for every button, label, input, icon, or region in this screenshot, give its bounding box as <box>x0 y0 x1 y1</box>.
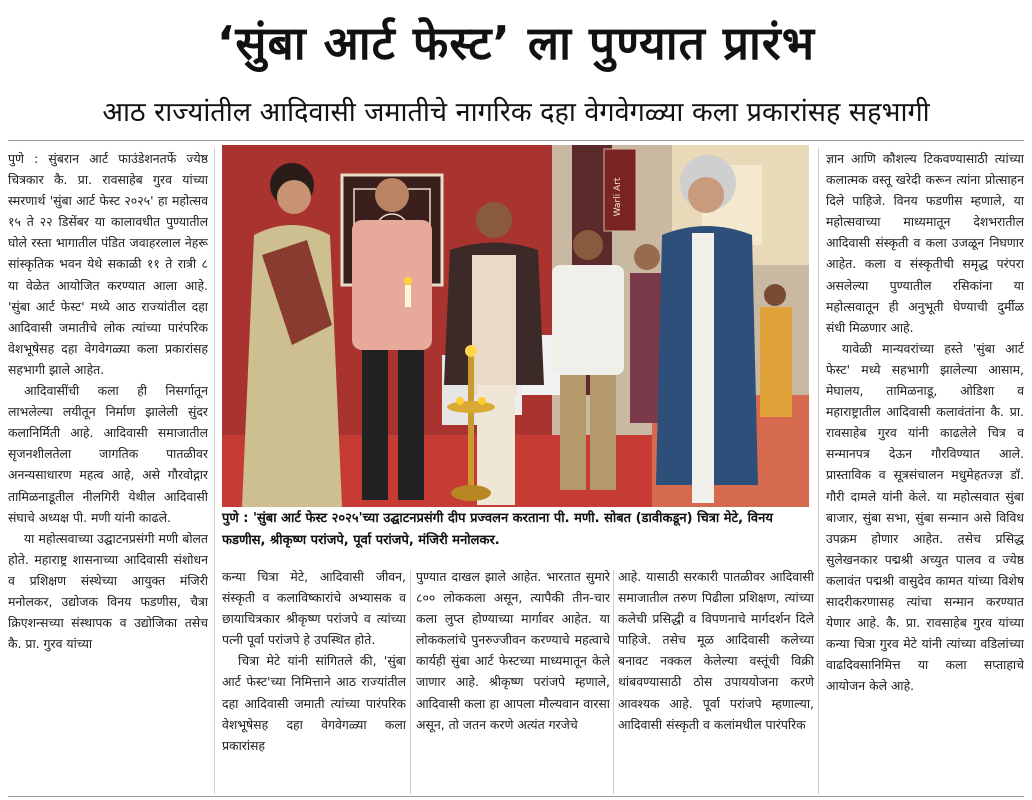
event-photo <box>222 145 809 507</box>
paragraph: ज्ञान आणि कौशल्य टिकवण्यासाठी त्यांच्या कलात्मक वस्तू खरेदी करून त्यांना प्रोत्साहन दिले पाहिजे. विनय फडणीस म्हणाले, या महोत्सवाच्या माध्यमातून देशभरातील आदिवासी संस्कृती व कला उजळून निघणार आहेत. कला व संस्कृतीची समृद्ध परंपरा असलेल्या पुण्यातील रसिकांना या महोत्सवातून ही अनुभूती घेण्याची दुर्मीळ संधी मिळणार आहे. <box>826 151 1024 335</box>
paragraph: पुण्यात दाखल झाले आहेत. भारतात सुमारे ८०० लोककला असून, त्यापैकी तीन-चार कला लुप्त होण्याच्या मार्गावर आहेत. या लोककलांचे पुनरुज्जीवन करण्याचे महत्वाचे कार्यही सुंबा आर्ट फेस्टच्या माध्यमातून केले जाणार आहे. श्रीकृष्ण परांजपे म्हणाले, आदिवासी कला हा आपला मौल्यवान वारसा असून, तो जतन करणे अत्यंत गरजेचे <box>416 569 610 732</box>
paragraph: पुणे : सुंबरान आर्ट फाउंडेशनतर्फे ज्येष्ठ चित्रकार कै. प्रा. रावसाहेब गुरव यांच्या स्मरणार्थ 'सुंबा आर्ट फेस्ट २०२५' हा महोत्सव १५ ते २२ डिसेंबर या कालावधीत पुण्यातील घोले रस्ता भागातील पंडित जवाहरलाल नेहरू सांस्कृतिक भवन येथे सकाळी ११ ते रात्री ८ या वेळेत आयोजित करण्यात आला आहे. 'सुंबा आर्ट फेस्ट' मध्ये आठ राज्यांतील दहा आदिवासी जमातीचे लोक त्यांच्या पारंपरिक वेशभूषेसह दहा वेगवेगळ्या कला प्रकारांसह सहभागी झाले आहेत. <box>8 151 208 377</box>
bottom-rule <box>8 796 1024 797</box>
paragraph: यावेळी मान्यवरांच्या हस्ते 'सुंबा आर्ट फेस्ट' मध्ये सहभागी झालेल्या आसाम, मेघालय, तामिळनाडू, ओडिशा व महाराष्ट्रातील आदिवासी कलावंतांना कै. प्रा. रावसाहेब गुरव यांनी काढलेले चित्र व सन्मानपत्र देऊन गौरविण्यात आले. प्रास्ताविक व सूत्रसंचालन मधुमेहतज्ज्ञ डॉ. गौरी दामले यांनी केले. या महोत्सवात सुंबा बाजार, सुंबा सभा, सुंबा सन्मान असे विविध उपक्रम होणार आहेत. तसेच प्रसिद्ध सुलेखनकार पद्मश्री अच्युत पालव व ज्येष्ठ कलावंत पद्मश्री वासुदेव कामत यांच्या विशेष सादरीकरणासह त्यांचा सन्मान करण्यात येणार आहे. कै. प्रा. रावसाहेब गुरव यांच्या कन्या चित्रा गुरव मेटे यांनी त्यांच्या वडिलांच्या वाढदिवसानिमित्त या कला सप्ताहाचे आयोजन केले आहे. <box>826 340 1024 694</box>
article-column-mid-1 <box>222 566 406 794</box>
article-column-mid-2 <box>416 566 610 794</box>
article-column-left <box>8 148 208 794</box>
paragraph: या महोत्सवाच्या उद्घाटनप्रसंगी मणी बोलत होते. महाराष्ट्र शासनाच्या आदिवासी संशोधन व प्रशिक्षण संस्थेच्या आयुक्त मंजिरी मनोलकर, उद्योजक विनय फडणीस, चैत्रा क्रिएशन्सच्या संस्थापक व उद्योजिका तसेच कै. प्रा. गुरव यांच्या <box>8 530 208 652</box>
article-column-right <box>826 148 1024 794</box>
top-rule <box>8 140 1024 141</box>
column-divider-left <box>214 148 215 794</box>
paragraph: चित्रा मेटे यांनी सांगितले की, 'सुंबा आर्ट फेस्ट'च्या निमित्ताने आठ राज्यांतील दहा आदिवासी जमाती त्यांच्या पारंपरिक वेशभूषेसह दहा वेगवेगळ्या कला प्रकारांसह <box>222 653 406 753</box>
subheadline: आठ राज्यांतील आदिवासी जमातीचे नागरिक दहा वेगवेगळ्या कला प्रकारांसह सहभागी <box>102 97 930 128</box>
column-divider <box>410 570 411 794</box>
column-divider-right <box>818 148 819 794</box>
poster-text: Warli Art <box>613 177 623 217</box>
paragraph: आहे. यासाठी सरकारी पातळीवर आदिवासी समाजातील तरुण पिढीला प्रशिक्षण, त्यांच्या कलेची प्रसिद्धी व विपणनाचे मार्गदर्शन दिले पाहिजे. तसेच मूळ आदिवासी कलेच्या बनावट नक्कल केलेल्या वस्तूंची विक्री थांबवण्यासाठी ठोस उपाययोजना करणे आवश्यक आहे. पूर्वा परांजपे म्हणाल्या, आदिवासी संस्कृती व कलांमधील पारंपरिक <box>618 569 814 732</box>
paragraph: आदिवासींची कला ही निसर्गातून लाभलेल्या लयीतून निर्माण झालेली सुंदर कलानिर्मिती आहे. आदिवासी समाजातील सृजनशीलतेला जागतिक पातळीवर अनन्यसाधारण महत्व आहे, असे गौरवोद्गार तामिळनाडूतील नीलगिरी येथील आदिवासी संघाचे अध्यक्ष पी. मणी यांनी काढले. <box>8 383 208 525</box>
headline: ‘सुंबा आर्ट फेस्ट’ ला पुण्यात प्रारंभ <box>216 16 816 70</box>
column-divider <box>613 570 614 794</box>
paragraph: कन्या चित्रा मेटे, आदिवासी जीवन, संस्कृती व कलाविष्कारांचे अभ्यासक व छायाचित्रकार श्रीकृष्ण परांजपे व त्यांच्या पत्नी पूर्वा परांजपे हे उपस्थित होते. <box>222 569 406 648</box>
photo-caption: पुणे : 'सुंबा आर्ट फेस्ट २०२५'च्या उद्घाटनप्रसंगी दीप प्रज्वलन करताना पी. मणी. सोबत (डावीकडून) चित्रा मेटे, विनय फडणीस, श्रीकृष्ण परांजपे, पूर्वा परांजपे, मंजिरी मनोलकर. <box>222 511 773 548</box>
article-column-mid-3 <box>618 566 814 794</box>
